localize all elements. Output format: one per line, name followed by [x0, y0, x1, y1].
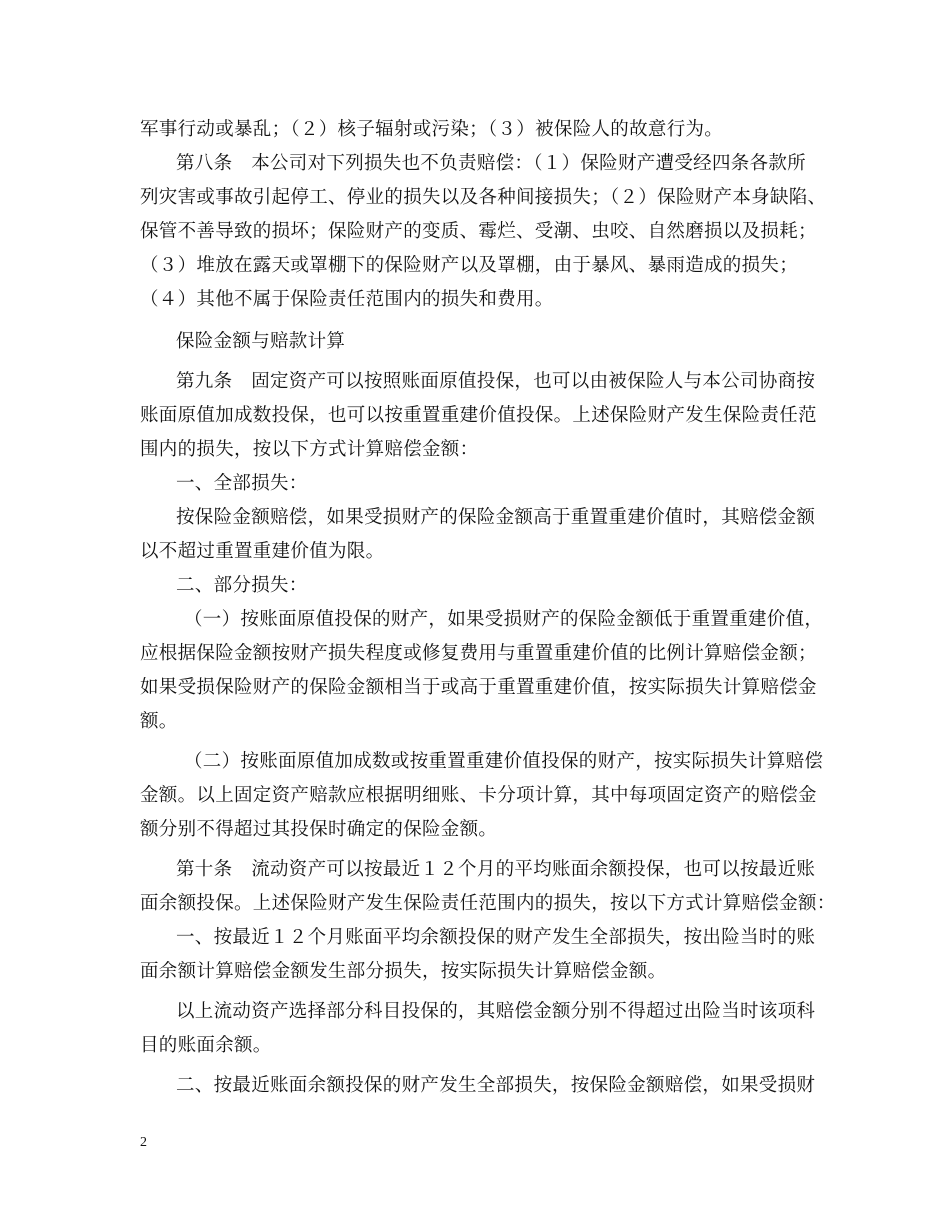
text-line: 额分别不得超过其投保时确定的保险金额。 — [140, 819, 498, 840]
text-line: 额。 — [140, 711, 178, 732]
section-heading: 保险金额与赔款计算 — [176, 331, 346, 352]
text-line: 按保险金额赔偿，如果受损财产的保险金额高于重置重建价值时，其赔偿金额 — [176, 507, 816, 528]
text-line: 面余额投保。上述保险财产发生保险责任范围内的损失，按以下方式计算赔偿金额： — [140, 893, 836, 914]
text-line: 二、部分损失： — [176, 575, 308, 596]
text-line: 如果受损保险财产的保险金额相当于或高于重置重建价值，按实际损失计算赔偿金 — [140, 677, 817, 698]
text-line: 第九条 固定资产可以按照账面原值投保，也可以由被保险人与本公司协商按 — [176, 371, 816, 392]
text-line: （二）按账面原值加成数或按重置重建价值投保的财产，按实际损失计算赔偿 — [184, 751, 824, 772]
text-line: 目的账面余额。 — [140, 1035, 272, 1056]
text-line: 一、全部损失： — [176, 473, 308, 494]
text-line: 账面原值加成数投保，也可以按重置重建价值投保。上述保险财产发生保险责任范 — [140, 405, 817, 426]
text-line: 以上流动资产选择部分科目投保的，其赔偿金额分别不得超过出险当时该项科 — [176, 1001, 816, 1022]
page-number: 2 — [140, 1135, 147, 1150]
text-line: 第十条 流动资产可以按最近１２个月的平均账面余额投保，也可以按最近账 — [176, 859, 816, 880]
text-line: 面余额计算赔偿金额发生部分损失，按实际损失计算赔偿金额。 — [140, 961, 667, 982]
text-line: 保管不善导致的损坏；保险财产的变质、霉烂、受潮、虫咬、自然磨损以及损耗； — [140, 221, 817, 242]
text-line: 应根据保险金额按财产损失程度或修复费用与重置重建价值的比例计算赔偿金额； — [140, 643, 817, 664]
text-line: 一、按最近１２个月账面平均余额投保的财产发生全部损失，按出险当时的账 — [176, 927, 816, 948]
text-line: 围内的损失，按以下方式计算赔偿金额： — [140, 439, 479, 460]
text-line: 二、按最近账面余额投保的财产发生全部损失，按保险金额赔偿，如果受损财 — [176, 1075, 816, 1096]
text-line: 金额。以上固定资产赔款应根据明细账、卡分项计算，其中每项固定资产的赔偿金 — [140, 785, 817, 806]
text-line: （３）堆放在露天或罩棚下的保险财产以及罩棚，由于暴风、暴雨造成的损失； — [140, 255, 799, 276]
text-line: 第八条 本公司对下列损失也不负责赔偿：（１）保险财产遭受经四条各款所 — [176, 153, 806, 174]
text-line: （４）其他不属于保险责任范围内的损失和费用。 — [140, 289, 554, 310]
text-line: 以不超过重置重建价值为限。 — [140, 541, 385, 562]
text-line: （一）按账面原值投保的财产，如果受损财产的保险金额低于重置重建价值， — [184, 609, 824, 630]
text-line: 军事行动或暴乱；（２）核子辐射或污染；（３）被保险人的故意行为。 — [140, 119, 724, 140]
text-line: 列灾害或事故引起停工、停业的损失以及各种间接损失；（２）保险财产本身缺陷、 — [140, 187, 827, 208]
